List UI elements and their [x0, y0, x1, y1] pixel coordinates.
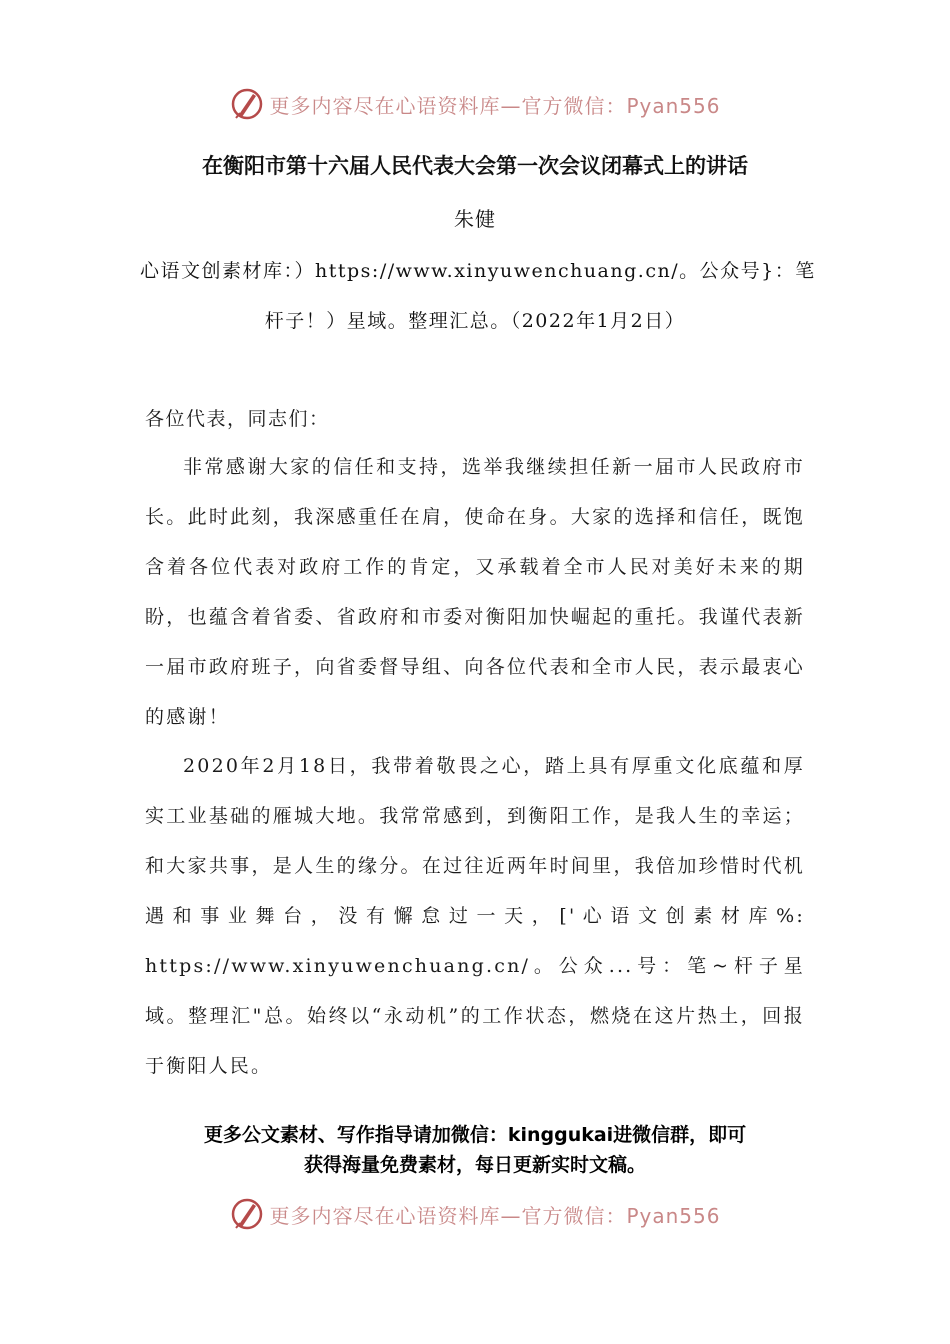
source-line-2: 杆子！）星域。整理汇总。（2022年1月2日）: [264, 310, 686, 332]
source-line-1: 心语文创素材库：）https://www.xinyuwenchuang.cn/。公众号}：笔: [140, 260, 816, 282]
promo-line-1: 更多公文素材、写作指导请加微信：kinggukai进微信群，即可: [203, 1124, 747, 1146]
body-paragraph: 2020年2月18日，我带着敬畏之心，踏上具有厚重文化底蕴和厚实工业基础的雁城大地。我常常感到，到衡阳工作，是我人生的幸运；和大家共事，是人生的缘分。在过往近两年时间里，我倍加珍惜时代机遇和事业舞台，没有懈怠过一天，['心语文创素材库%: https://www.xinyuwenchuang.cn/。公众...号：笔~杆子星域。整理汇"总。始终以“永动机”的工作状态，燃烧在这片热土，回报于衡阳人民。: [145, 755, 805, 1077]
greeting: 各位代表，同志们：: [145, 408, 330, 430]
quill-logo-icon: [229, 1196, 265, 1232]
header-banner-text: 更多内容尽在心语资料库—官方微信：Pyan556: [269, 93, 721, 118]
promo-line-2: 获得海量免费素材，每日更新实时文稿。: [303, 1154, 646, 1176]
header-banner: [0, 82, 950, 126]
footer-banner: [0, 1192, 950, 1236]
document-title: 在衡阳市第十六届人民代表大会第一次会议闭幕式上的讲话: [202, 153, 748, 178]
quill-logo-icon: [229, 86, 265, 122]
document-author: 朱健: [454, 207, 496, 231]
body-paragraph: 非常感谢大家的信任和支持，选举我继续担任新一届市人民政府市长。此时此刻，我深感重任在肩，使命在身。大家的选择和信任，既饱含着各位代表对政府工作的肯定，又承载着全市人民对美好未来的期盼，也蕴含着省委、省政府和市委对衡阳加快崛起的重托。我谨代表新一届市政府班子，向省委督导组、向各位代表和全市人民，表示最衷心的感谢！: [145, 456, 805, 728]
footer-banner-text: 更多内容尽在心语资料库—官方微信：Pyan556: [269, 1203, 721, 1228]
promo-notice: [0, 1120, 950, 1180]
